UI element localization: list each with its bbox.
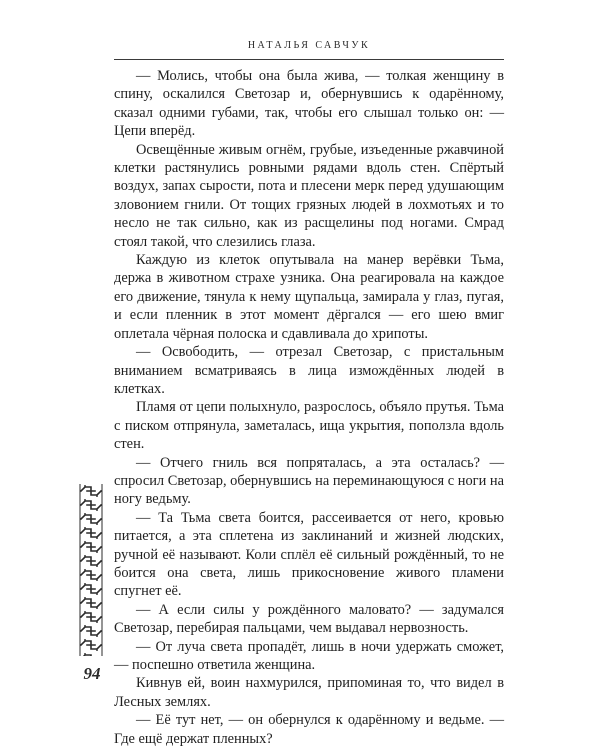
paragraph: — А если силы у рождённого маловато? — задумался Светозар, перебирая пальцами, чем выдавал нервозность. xyxy=(114,601,504,637)
slavic-ornament-border-icon xyxy=(79,484,103,656)
header-rule xyxy=(114,59,504,60)
paragraph: — Освободить, — отрезал Светозар, с пристальным вниманием всматриваясь в лица измождённых людей в клетках. xyxy=(114,344,504,397)
paragraph: — Та Тьма света боится, рассеивается от него, кровью питается, а эта сплетена из заклинаний и жизней людских, ручной её называют. Коли сплёл её сильный рождённый, то не боится она света, лишь прикосновение живого пламени спугнет её. xyxy=(114,509,504,600)
paragraph: — От луча света пропадёт, лишь в ночи удержать сможет, — поспешно ответила женщина. xyxy=(114,638,504,673)
paragraph: — Её тут нет, — он обернулся к одарённому и ведьме. — Где ещё держат пленных? xyxy=(114,712,504,747)
paragraph: — Отчего гниль вся попряталась, а эта осталась? — спросил Светозар, обернувшись на переминающуюся с ноги на ногу ведьму. xyxy=(114,454,504,508)
paragraph: Каждую из клеток опутывала на манер верёвки Тьма, держа в животном страхе узника. Она реагировала на каждое его движение, тянула к нему щупальца, замирала у глаз, пугая, и если пленник в этот момент дёргался — его шею вмиг оплетала чёрная полоска и сдавливала до хрипоты. xyxy=(114,252,504,342)
ornament-pattern-icon xyxy=(79,484,103,656)
paragraph: — Молись, чтобы она была жива, — толкая женщину в спину, оскалился Светозар и, обернувшись к одарённому, сказал одними губами, так, чтобы его слышал только он: — Цепи вперёд. xyxy=(114,68,504,140)
paragraph: Кивнув ей, воин нахмурился, припоминая то, что видел в Лесных землях. xyxy=(114,675,504,710)
page-body-text xyxy=(114,67,504,748)
page-number: 94 xyxy=(83,664,101,683)
paragraph: Пламя от цепи полыхнуло, разрослось, объяло прутья. Тьма с писком отпрянула, заметалась, ища укрытия, поползла вдоль стен. xyxy=(114,399,504,453)
running-header-author: НАТАЛЬЯ САВЧУК xyxy=(247,40,371,51)
paragraph: Освещённые живым огнём, грубые, изъеденные ржавчиной клетки растянулись ровными рядами вдоль стен. Спёртый воздух, запах сырости, пота и плесени мерк перед удушающим зловонием гнили. От тощих грязных людей в лохмотьях и то несло не так сильно, как из расщелины под ногами. Смрад стоял такой, что слезились глаза. xyxy=(114,141,504,250)
